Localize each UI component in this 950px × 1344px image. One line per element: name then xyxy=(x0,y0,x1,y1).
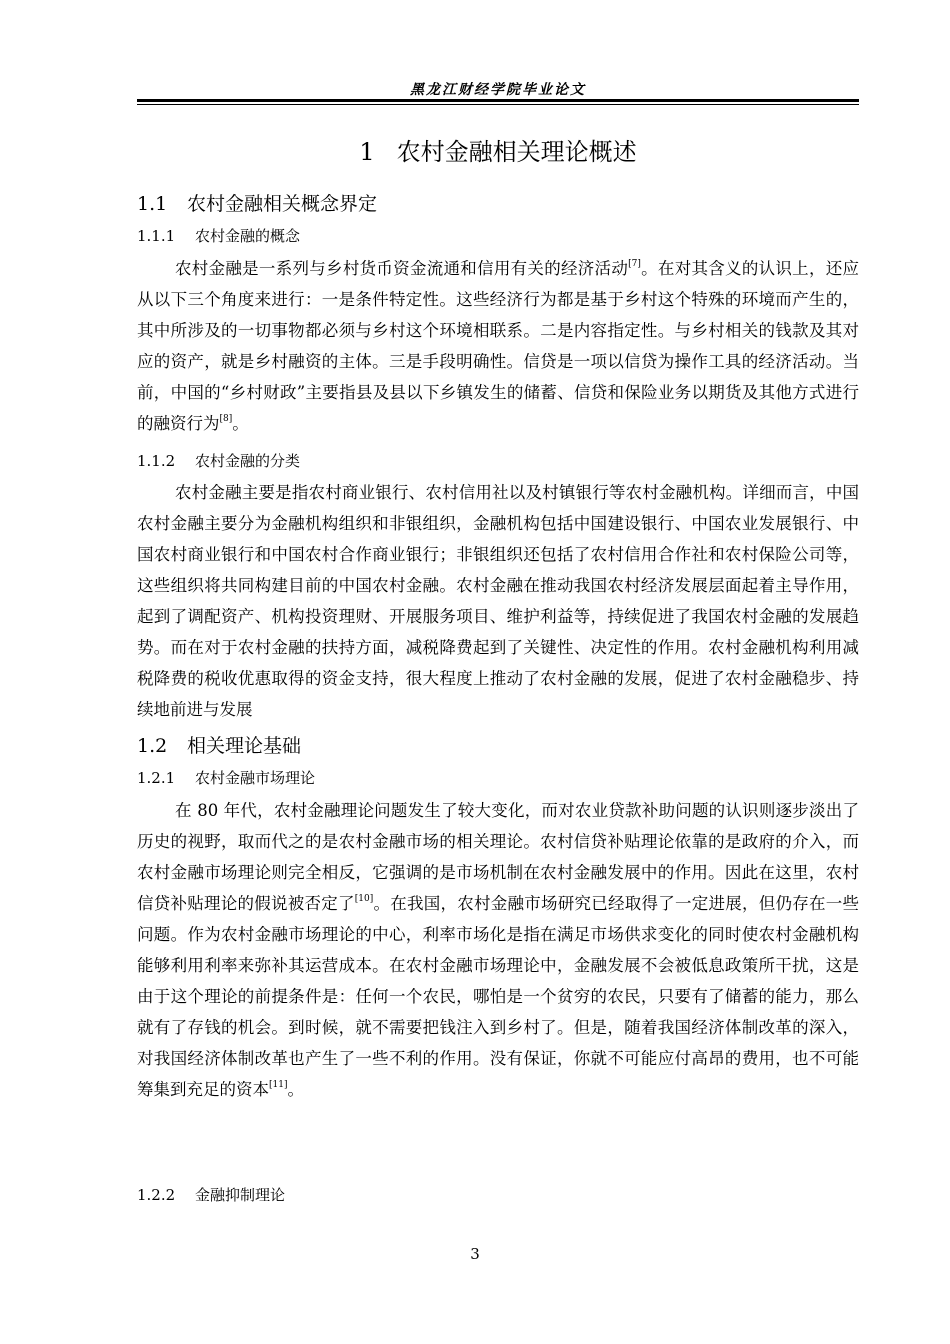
paragraph-text: 在 80 年代，农村金融理论问题发生了较大变化，而对农业贷款补助问题的认识则逐步淡出了历史的视野，取而代之的是农村金融市场的相关理论。农村信贷补贴理论依靠的是政府的介入，而农村金融市场理论则完全相反，它强调的是市场机制在农村金融发展中的作用。因此在这里，农村信贷补贴理论的假说被否定了 xyxy=(137,801,859,913)
paragraph-text: 农村金融是一系列与乡村货币资金流通和信用有关的经济活动 xyxy=(175,259,629,278)
subsection-heading-1-1-1 xyxy=(137,225,300,246)
section-number: 1.1 xyxy=(137,193,168,215)
subsection-number: 1.2.1 xyxy=(137,769,176,787)
citation: [7] xyxy=(628,259,641,269)
running-header: 黑龙江财经学院毕业论文 xyxy=(410,82,586,98)
subsection-number: 1.1.1 xyxy=(137,227,176,245)
subsection-title: 农村金融市场理论 xyxy=(195,769,316,787)
chapter-number: 1 xyxy=(359,138,375,166)
section-title: 相关理论基础 xyxy=(187,735,302,757)
header-rule-thin xyxy=(137,104,859,105)
paragraph-text: 。在对其含义的认识上，还应从以下三个角度来进行：一是条件特定性。这些经济行为都是基于乡村这个特殊的环境而产生的，其中所涉及的一切事物都必须与乡村这个环境相联系。二是内容指定性。与乡村相关的钱款及其对应的资产，就是乡村融资的主体。三是手段明确性。信贷是一项以信贷为操作工具的经济活动。当前，中国的“乡村财政”主要指县及县以下乡镇发生的储蓄、信贷和保险业务以期货及其他方式进行的融资行为 xyxy=(137,259,859,433)
subsection-number: 1.1.2 xyxy=(137,452,176,470)
citation: [8] xyxy=(219,414,233,424)
chapter-title xyxy=(137,132,859,167)
header-rule xyxy=(137,99,859,102)
paragraph-text: 。在我国，农村金融市场研究已经取得了一定进展，但仍存在一些问题。作为农村金融市场理论的中心，利率市场化是指在满足市场供求变化的同时使农村金融机构能够利用利率来弥补其运营成本。在农村金融市场理论中，金融发展不会被低息政策所干扰，这是由于这个理论的前提条件是：任何一个农民，哪怕是一个贫穷的农民，只要有了储蓄的能力，那么就有了存钱的机会。到时候，就不需要把钱注入到乡村了。但是，随着我国经济体制改革的深入，对我国经济体制改革也产生了一些不利的作用。没有保证，你就不可能应付高昂的费用，也不可能筹集到充足的资本 xyxy=(137,894,860,1099)
section-heading-1-1 xyxy=(137,189,377,216)
subsection-heading-1-1-2 xyxy=(137,450,300,471)
paragraph-text: 。 xyxy=(232,414,249,433)
chapter-title-text: 农村金融相关理论概述 xyxy=(396,138,637,166)
subsection-number: 1.2.2 xyxy=(137,1186,176,1204)
subsection-title: 农村金融的分类 xyxy=(195,452,301,470)
section-heading-1-2 xyxy=(137,731,301,758)
subsection-heading-1-2-1 xyxy=(137,767,315,788)
subsection-heading-1-2-2 xyxy=(137,1184,285,1205)
subsection-title: 金融抑制理论 xyxy=(195,1186,286,1204)
paragraph-text: 。 xyxy=(287,1080,304,1099)
citation: [11] xyxy=(269,1080,288,1090)
citation: [10] xyxy=(354,894,374,904)
subsection-title: 农村金融的概念 xyxy=(195,227,301,245)
paragraph-rural-finance-classification: 农村金融主要是指农村商业银行、农村信用社以及村镇银行等农村金融机构。详细而言，中国农村金融主要分为金融机构组织和非银组织，金融机构包括中国建设银行、中国农业发展银行、中国农村商业银行和中国农村合作商业银行；非银组织还包括了农村信用合作社和农村保险公司等，这些组织将共同构建目前的中国农村金融。农村金融在推动我国农村经济发展层面起着主导作用，起到了调配资产、机构投资理财、开展服务项目、维护利益等，持续促进了我国农村金融的发展趋势。而在对于农村金融的扶持方面，减税降费起到了关键性、决定性的作用。农村金融机构利用减税降费的税收优惠取得的资金支持，很大程度上推动了农村金融的发展，促进了农村金融稳步、持续地前进与发展 xyxy=(137,483,859,719)
paragraph-rural-finance-concept xyxy=(137,253,859,439)
paragraph-rural-finance-market-theory xyxy=(137,795,859,1105)
page-number: 3 xyxy=(470,1245,480,1263)
section-title: 农村金融相关概念界定 xyxy=(187,193,378,215)
section-number: 1.2 xyxy=(137,735,168,757)
